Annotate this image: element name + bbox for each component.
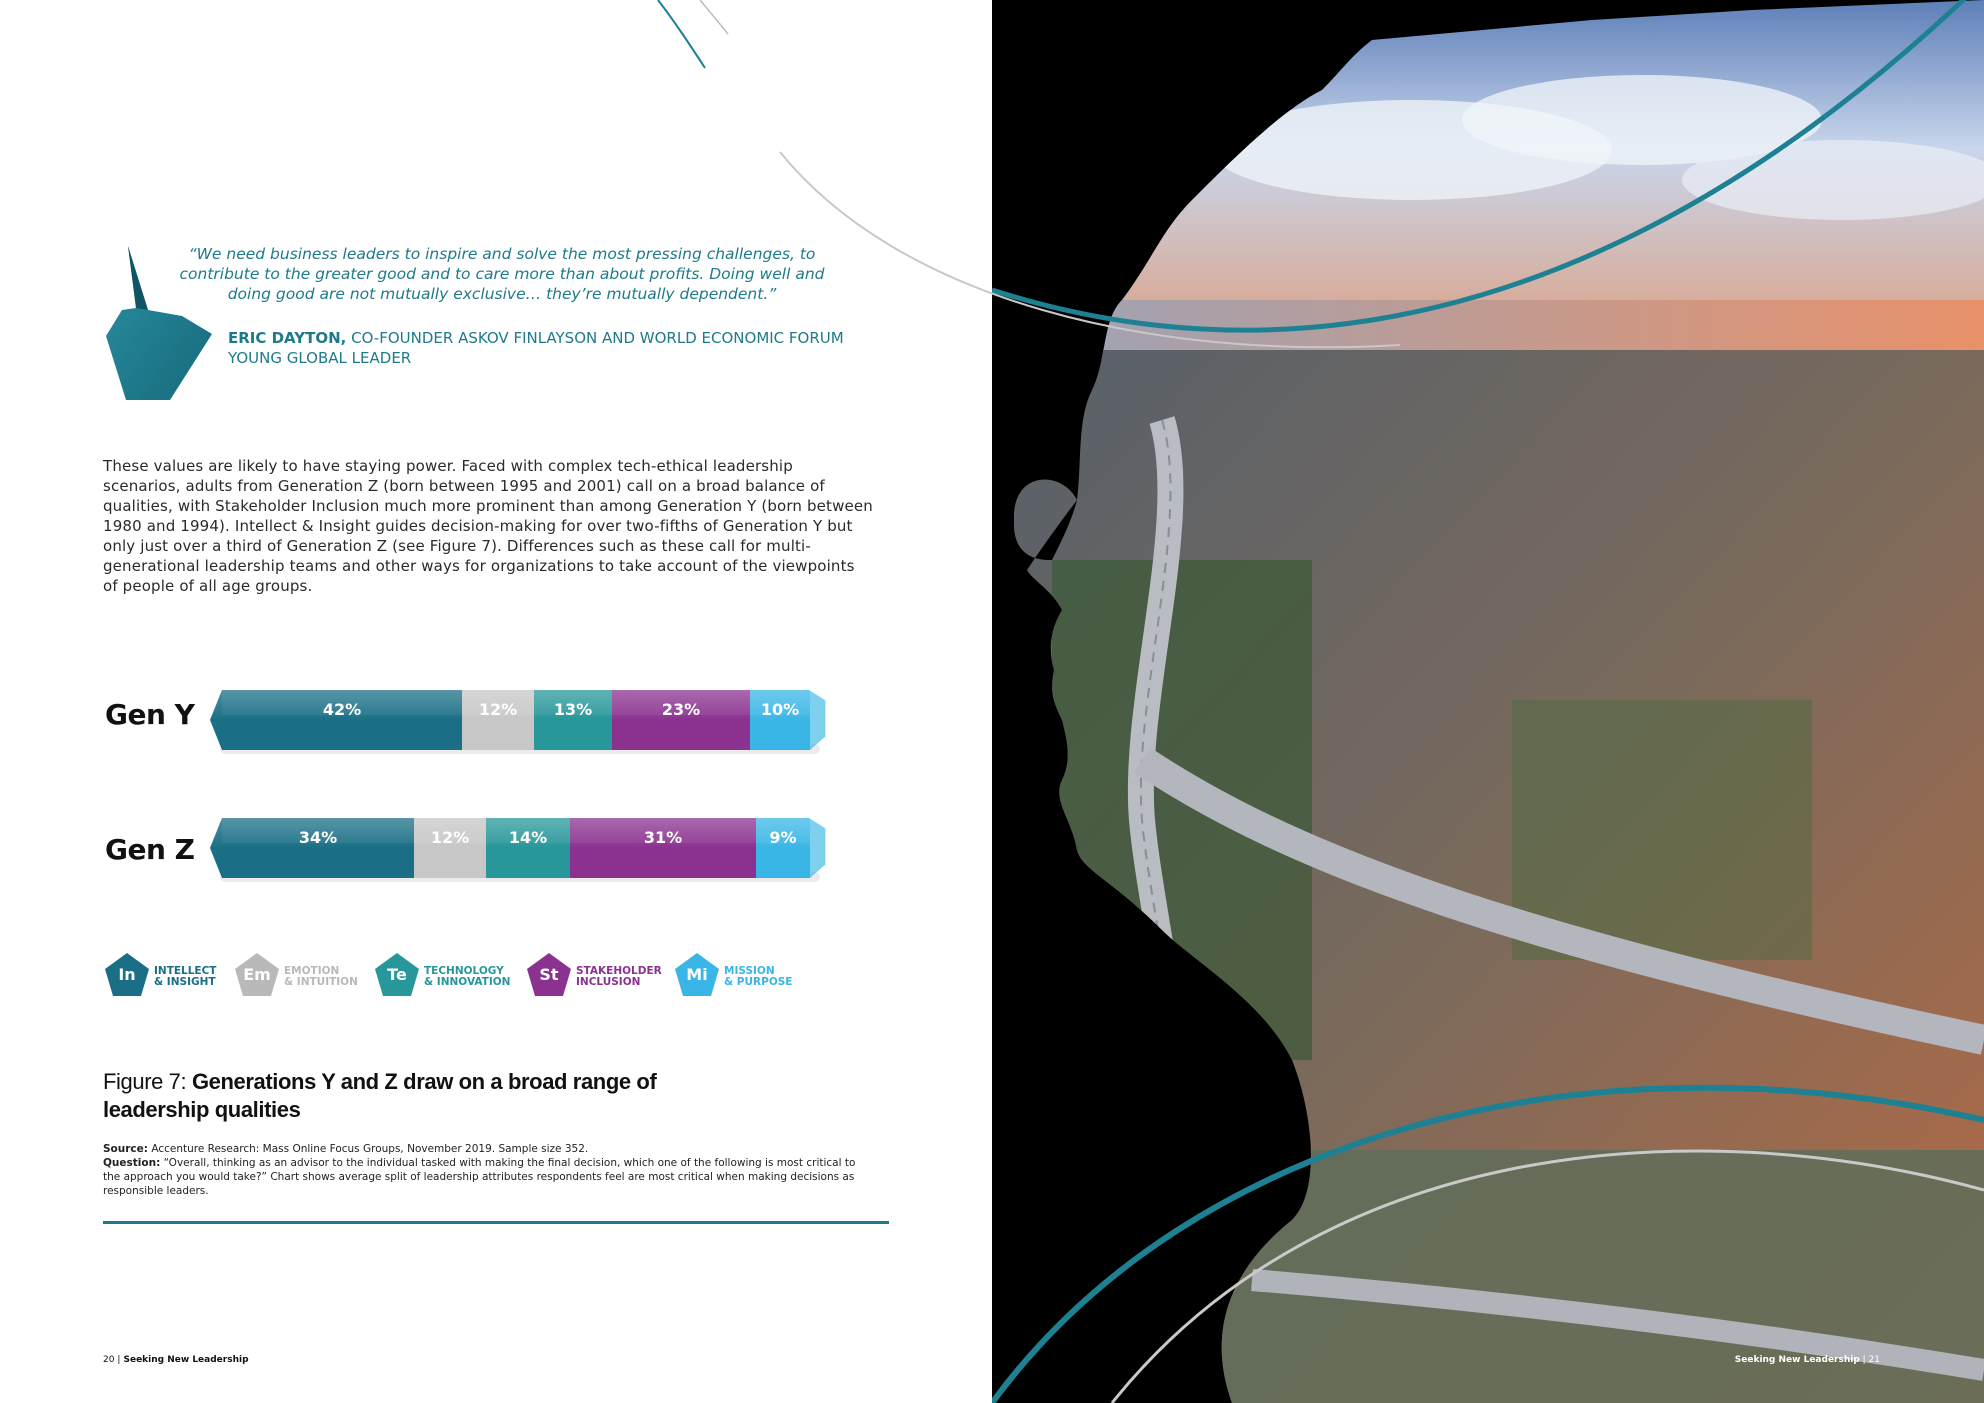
caption-divider — [103, 1221, 889, 1224]
legend-code: St — [539, 965, 559, 984]
bar-label-gen-z-2: 14% — [508, 828, 548, 847]
bar-label-gen-z-1: 12% — [430, 828, 470, 847]
legend-code: Te — [387, 965, 407, 984]
legend-label: MISSION & PURPOSE — [724, 965, 793, 988]
bar-label-gen-z-4: 9% — [769, 828, 797, 847]
bar-label-gen-z-3: 31% — [643, 828, 683, 847]
question-label: Question: — [103, 1157, 161, 1169]
bar-label-gen-y-2: 13% — [553, 700, 593, 719]
source-text: Accenture Research: Mass Online Focus Groups, November 2019. Sample size 352. — [147, 1143, 589, 1155]
legend-code: Em — [243, 965, 271, 984]
body-paragraph: These values are likely to have staying power. Faced with complex tech-ethical leadership scenarios, adults from Generation Z (born between 1995 and 2001) call on a broad balance of qualities, with Stakeholder Inclusion much more prominent than among Generation Y (born between 1980 and 1994). Intellect & Insight guides decision-making for over two-fifths of Generation Y but only just over a third of Generation Z (see Figure 7). Differences such as these call for multi-generational leadership teams and other ways for organizations to take account of the viewpoints of people of all age groups. — [103, 457, 873, 595]
bar-label-gen-y-4: 10% — [760, 700, 800, 719]
figure-number: Figure 7: — [103, 1069, 187, 1094]
chart-legend — [104, 952, 824, 1002]
page-number-right: | 21 — [1859, 1355, 1880, 1365]
source-notes — [103, 1142, 863, 1198]
bar-label-gen-z-0: 34% — [298, 828, 338, 847]
legend-label: TECHNOLOGY & INNOVATION — [424, 965, 511, 988]
quote-attribution — [228, 328, 848, 368]
question-line — [103, 1156, 863, 1198]
quote-role: CO-FOUNDER ASKOV FINLAYSON AND WORLD ECONOMIC FORUM YOUNG GLOBAL LEADER — [228, 329, 844, 367]
bar-label-gen-y-1: 12% — [478, 700, 518, 719]
source-line — [103, 1142, 863, 1156]
bar-label-gen-y-3: 23% — [661, 700, 701, 719]
legend-code: In — [118, 965, 136, 984]
row-label-gen-z: Gen Z — [105, 833, 195, 866]
head-silhouette-city-image — [992, 0, 1984, 1403]
bar-label-gen-y-0: 42% — [322, 700, 362, 719]
question-text: “Overall, thinking as an advisor to the individual tasked with making the final decision, which one of the following is most critical to the approach you would take?” Chart shows average split of leadership attributes respondents feel are most critical when making decisions as responsible leaders. — [103, 1157, 856, 1197]
legend-label: EMOTION & INTUITION — [284, 965, 358, 988]
page-number-left: 20 | — [103, 1355, 121, 1365]
footer-right-title: Seeking New Leadership — [1734, 1355, 1860, 1365]
footer-left — [103, 1355, 249, 1365]
figure-caption — [103, 1068, 703, 1124]
right-page-photo — [992, 0, 1984, 1403]
legend-code: Mi — [686, 965, 708, 984]
footer-right — [1735, 1355, 1880, 1365]
figure-title: Generations Y and Z draw on a broad range of leadership qualities — [103, 1069, 657, 1122]
stacked-bar-chart — [200, 680, 860, 900]
quote-author: ERIC DAYTON, — [228, 329, 347, 347]
footer-left-title: Seeking New Leadership — [120, 1355, 249, 1365]
pull-quote: “We need business leaders to inspire and solve the most pressing challenges, to contribute to the greater good and to care more than about profits. Doing well and doing good are not mutually exclusive… they’re mutually dependent.” — [179, 245, 825, 303]
legend-label: INTELLECT & INSIGHT — [154, 965, 217, 988]
legend-label: STAKEHOLDER INCLUSION — [576, 965, 662, 988]
source-label: Source: — [103, 1143, 148, 1155]
row-label-gen-y: Gen Y — [105, 698, 195, 731]
